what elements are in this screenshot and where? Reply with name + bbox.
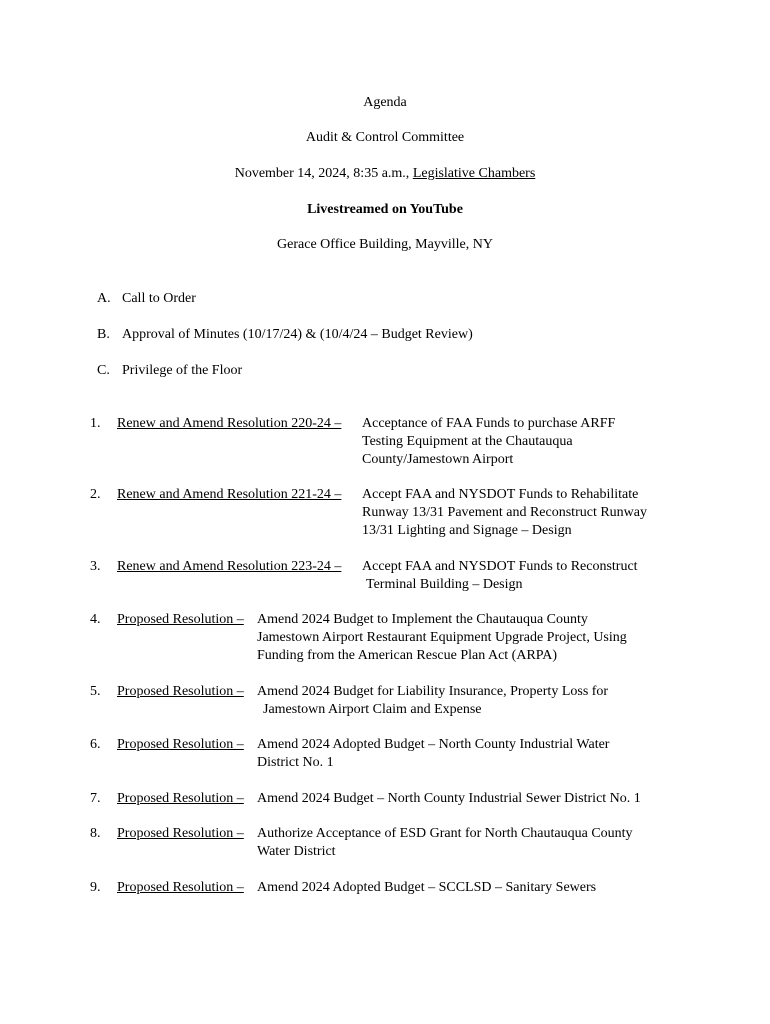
item-number: 5. xyxy=(90,684,101,699)
item-description-line: Amend 2024 Budget – North County Industrial Sewer District No. 1 xyxy=(257,791,641,806)
item-description-line: Testing Equipment at the Chautauqua xyxy=(362,434,573,449)
meeting-datetime-line xyxy=(0,165,770,183)
livestream-note: Livestreamed on YouTube xyxy=(307,202,463,217)
agenda-title: Agenda xyxy=(363,95,407,110)
item-description-line: Amend 2024 Adopted Budget – SCCLSD – Sanitary Sewers xyxy=(257,880,597,895)
item-description-line: County/Jamestown Airport xyxy=(362,452,514,467)
item-number: 4. xyxy=(90,612,101,627)
item-label: Proposed Resolution – xyxy=(117,826,244,841)
item-marker: C. xyxy=(97,363,110,378)
item-label: Renew and Amend Resolution 223-24 – xyxy=(117,559,342,574)
item-text: Approval of Minutes (10/17/24) & (10/4/24 – Budget Review) xyxy=(122,327,473,342)
item-number: 1. xyxy=(90,416,101,431)
item-number: 9. xyxy=(90,880,101,895)
item-label: Renew and Amend Resolution 221-24 – xyxy=(117,487,342,502)
item-description-line: Amend 2024 Budget to Implement the Chautauqua County xyxy=(257,612,588,627)
item-description-line: Accept FAA and NYSDOT Funds to Rehabilitate xyxy=(362,487,639,502)
committee-name: Audit & Control Committee xyxy=(305,130,465,145)
item-number: 8. xyxy=(90,826,101,841)
item-description-line: 13/31 Lighting and Signage – Design xyxy=(362,523,572,538)
item-text: Privilege of the Floor xyxy=(122,363,243,378)
item-description-line: Terminal Building – Design xyxy=(366,577,523,592)
item-label: Proposed Resolution – xyxy=(117,684,244,699)
meeting-datetime: November 14, 2024, 8:35 a.m., xyxy=(234,166,413,181)
item-text: Call to Order xyxy=(122,291,196,306)
item-marker: A. xyxy=(97,291,111,306)
meeting-location: Gerace Office Building, Mayville, NY xyxy=(277,237,493,252)
item-description-line: Jamestown Airport Claim and Expense xyxy=(263,702,482,717)
item-number: 3. xyxy=(90,559,101,574)
item-description-line: Water District xyxy=(257,844,336,859)
item-number: 2. xyxy=(90,487,101,502)
item-number: 6. xyxy=(90,737,101,752)
item-description-line: Funding from the American Rescue Plan Act (ARPA) xyxy=(257,648,558,663)
item-marker: B. xyxy=(97,327,110,342)
item-description-line: Acceptance of FAA Funds to purchase ARFF xyxy=(362,416,616,431)
item-label: Proposed Resolution – xyxy=(117,612,244,627)
item-label: Proposed Resolution – xyxy=(117,737,244,752)
item-description-line: Accept FAA and NYSDOT Funds to Reconstruct xyxy=(362,559,638,574)
item-description-line: District No. 1 xyxy=(257,755,334,770)
item-label: Proposed Resolution – xyxy=(117,791,244,806)
item-description-line: Amend 2024 Adopted Budget – North County Industrial Water xyxy=(257,737,610,752)
item-description-line: Authorize Acceptance of ESD Grant for North Chautauqua County xyxy=(257,826,633,841)
item-label: Renew and Amend Resolution 220-24 – xyxy=(117,416,342,431)
item-description-line: Jamestown Airport Restaurant Equipment Upgrade Project, Using xyxy=(257,630,627,645)
legislative-chambers-link[interactable]: Legislative Chambers xyxy=(412,166,536,181)
item-label: Proposed Resolution – xyxy=(117,880,244,895)
item-number: 7. xyxy=(90,791,101,806)
item-description-line: Runway 13/31 Pavement and Reconstruct Runway xyxy=(362,505,648,520)
item-description-line: Amend 2024 Budget for Liability Insurance, Property Loss for xyxy=(257,684,609,699)
